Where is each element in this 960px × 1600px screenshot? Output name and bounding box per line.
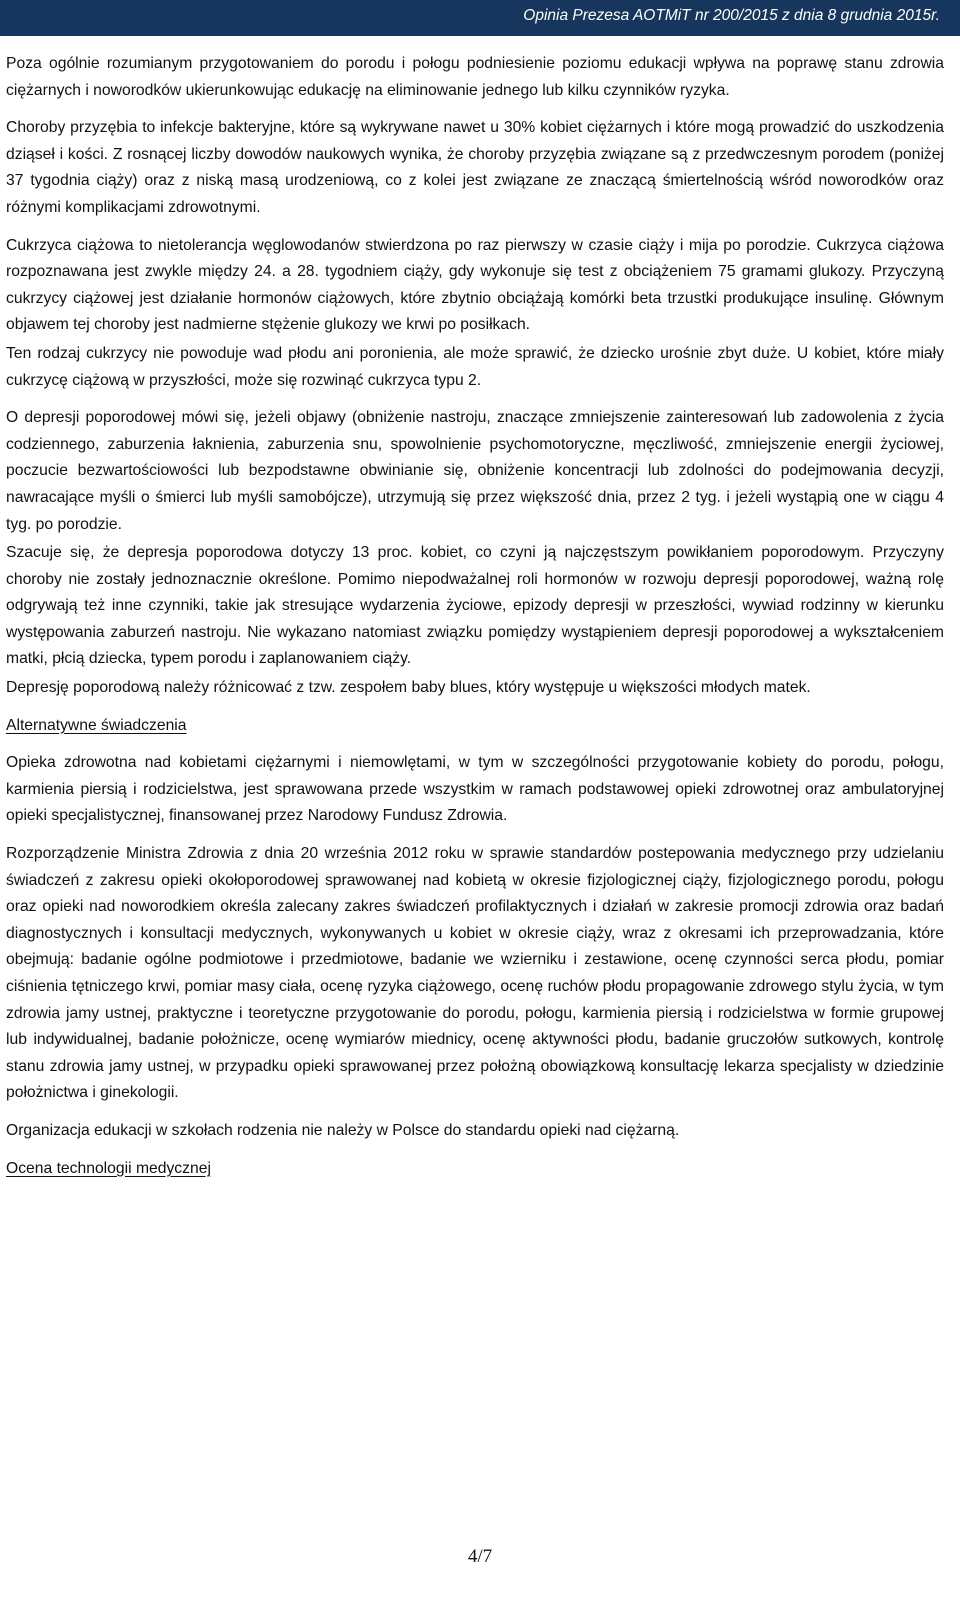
paragraph-healthcare: Opieka zdrowotna nad kobietami ciężarnymi i niemowlętami, w tym w szczególności przygotowanie kobiety do porodu, połogu, karmienia piersią i rodzicielstwa, jest sprawowana przede wszystkim w ramach podstawowej opieki zdrowotnej oraz ambulatoryjnej opieki specjalistycznej, finansowanej przez Narodowy Fundusz Zdrowia. <box>6 754 944 825</box>
paragraph-regulation: Rozporządzenie Ministra Zdrowia z dnia 20 września 2012 roku w sprawie standardów postepowania medycznego przy udzielaniu świadczeń z zakresu opieki okołoporodowej sprawowanej nad kobietą w okresie fizjologicznej ciąży, fizjologicznego porodu, połogu oraz opieki nad noworodkiem określa zalecany zakres świadczeń profilaktycznych i działań w zakresie promocji zdrowia oraz badań diagnostycznych i konsultacji medycznych, wykonywanych u kobiet w okresie ciąży, wraz z okresami ich przeprowadzania, które obejmują: badanie ogólne podmiotowe i przedmiotowe, badanie we wzierniku i zestawione, ocenę czynności serca płodu, pomiar ciśnienia tętniczego krwi, pomiar masy ciała, ocenę ryzyka ciążowego, ocenę ruchów płodu propagowanie zdrowego stylu życia, w tym zdrowia jamy ustnej, praktyczne i teoretyczne przygotowanie do porodu, połogu, karmienia piersią i rodzicielstwa w formie grupowej lub indywidualnej, badanie położnicze, ocenę wymiarów miednicy, ocenę aktywności płodu, badanie gruczołów sutkowych, kontrolę stanu zdrowia jamy ustnej, w przypadku opieki sprawowanej przez położną obowiązkową konsultację lekarza specjalisty w dziedzinie położnictwa i ginekologii. <box>6 845 944 1102</box>
document-body <box>6 51 944 1193</box>
paragraph-periodontal: Choroby przyzębia to infekcje bakteryjne, które są wykrywane nawet u 30% kobiet ciężarnych i które mogą prowadzić do uszkodzenia dziąseł i kości. Z rosnącej liczby dowodów naukowych wynika, że choroby przyzębia związane są z przedwczesnym porodem (poniżej 37 tygodnia ciąży) oraz z niską masą urodzeniową, co z kolei jest związane ze znaczącą śmiertelnością wśród noworodków oraz różnymi komplikacjami zdrowotnymi. <box>6 119 944 216</box>
paragraph-postpartum-depression: O depresji poporodowej mówi się, jeżeli objawy (obniżenie nastroju, znaczące zmniejszenie zainteresowań lub zadowolenia z życia codziennego, zaburzenia łaknienia, zaburzenia snu, spowolnienie psychomotoryczne, męczliwość, zmniejszenie energii życiowej, poczucie bezwartościowości lub bezpodstawne obwinianie się, obniżenie koncentracji lub zdolności do podejmowania decyzji, nawracające myśli o śmierci lub myśli samobójcze), utrzymują się przez większość dnia, przez 2 tyg. i jeżeli wystąpią one w ciągu 4 tyg. po porodzie. <box>6 409 944 533</box>
paragraph-gestational-diabetes: Cukrzyca ciążowa to nietolerancja węglowodanów stwierdzona po raz pierwszy w czasie ciąży i mija po porodzie. Cukrzyca ciążowa rozpoznawana jest zwykle między 24. a 28. tygodniem ciąży, gdy wykonuje się test z obciążeniem 75 gramami glukozy. Przyczyną cukrzycy ciążowej jest działanie hormonów ciążowych, które zbytnio obciążają komórki beta trzustki produkujące insulinę. Głównym objawem tej choroby jest nadmierne stężenie glukozy we krwi po posiłkach. <box>6 236 944 334</box>
paragraph-diabetes-effects: Ten rodzaj cukrzycy nie powoduje wad płodu ani poronienia, ale może sprawić, że dziecko urośnie zbyt duże. U kobiet, które miały cukrzycę ciążową w przyszłości, może się rozwinąć cukrzyca typu 2. <box>6 344 944 389</box>
heading-alternatives: Alternatywne świadczenia <box>6 716 187 734</box>
paragraph-depression-prevalence: Szacuje się, że depresja poporodowa dotyczy 13 proc. kobiet, co czyni ją najczęstszym powikłaniem poporodowym. Przyczyny choroby nie zostały jednoznacznie określone. Pomimo niepodważalnej roli hormonów w rozwoju depresji poporodowej, ważną rolę odgrywają też inne czynniki, takie jak stresujące wydarzenia życiowe, epizody depresji w przeszłości, wywiad rodzinny w kierunku występowania zaburzeń nastroju. Nie wykazano natomiast związku pomiędzy wystąpieniem depresji poporodowej a wykształceniem matki, płcią dziecka, typem porodu i zaplanowaniem ciąży. <box>6 544 944 668</box>
page-number: 4/7 <box>467 1546 493 1567</box>
document-header: Opinia Prezesa AOTMiT nr 200/2015 z dnia 8 grudnia 2015r. <box>0 0 960 36</box>
paragraph-baby-blues: Depresję poporodową należy różnicować z tzw. zespołem baby blues, który występuje u większości młodych matek. <box>6 679 811 697</box>
paragraph-education: Poza ogólnie rozumianym przygotowaniem do porodu i połogu podniesienie poziomu edukacji wpływa na poprawę stanu zdrowia ciężarnych i noworodków ukierunkowując edukację na eliminowanie jednego lub kilku czynników ryzyka. <box>6 55 944 99</box>
paragraph-birth-schools: Organizacja edukacji w szkołach rodzenia nie należy w Polsce do standardu opieki nad ciężarną. <box>6 1121 680 1139</box>
heading-technology-assessment: Ocena technologii medycznej <box>6 1159 211 1177</box>
